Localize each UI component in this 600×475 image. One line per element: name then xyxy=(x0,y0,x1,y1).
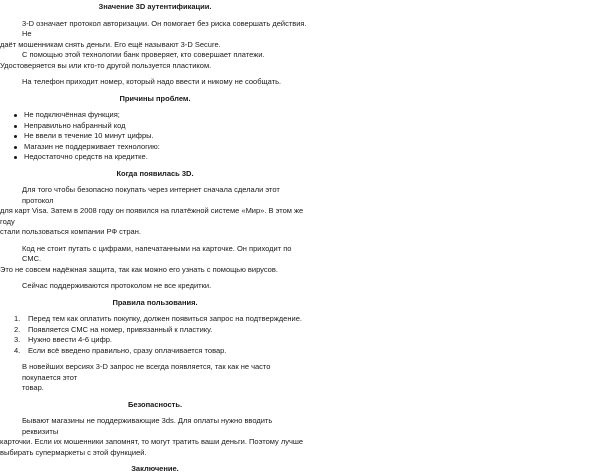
list-item-text: Если всё введено правильно, сразу оплачивается товар. xyxy=(28,345,227,355)
list-item-text: Появляется СМС на номер, привязанный к пластику. xyxy=(28,324,213,334)
list-number: 2. xyxy=(14,324,21,334)
paragraph-line: карточки. Если их мошенники запомнят, то могут тратить ваши деньги. Поэтому лучше xyxy=(0,437,304,446)
paragraph-line: стали пользоваться компании РФ стран. xyxy=(0,227,141,236)
paragraph-line: выбирать супермаркеты с этой функцией. xyxy=(0,447,147,457)
list-number: 3. xyxy=(14,335,21,344)
paragraph-line: Для того чтобы безопасно покупать через интернет сначала сделали этот протокол xyxy=(22,185,280,205)
list-item: Неправильно набранный код xyxy=(14,121,310,132)
heading-usage-rules: Правила пользования. xyxy=(112,297,198,307)
paragraph-line: Это не совсем надёжная защита, так как можно его узнать с помощью вирусов. xyxy=(0,264,278,274)
list-item xyxy=(14,335,310,346)
list-item: Не ввели в течение 10 минут цифры. xyxy=(14,131,310,142)
paragraph-line: Сейчас поддерживаются протоколом не все кредитки. xyxy=(22,281,212,290)
paragraph-line: Удостоверяется вы или кто-то другой пользуется пластиком. xyxy=(0,60,212,70)
paragraph-line: даёт мошенникам снять деньги. Его ещё называют 3-D Secure. xyxy=(0,39,221,49)
paragraph-line: В новейших версиях 3-D запрос не всегда появляется, так как не часто покупается этот xyxy=(22,362,271,382)
heading-when-appeared: Когда появилась 3D. xyxy=(116,168,194,178)
list-item-text: Нужно ввести 4-6 цифр. xyxy=(28,335,113,344)
list-item-text: Перед тем как оплатить покупку, должен появиться запрос на подтверждение. xyxy=(28,314,302,323)
heading-security: Безопасность. xyxy=(127,399,183,409)
numbered-list-rules xyxy=(0,314,310,356)
heading-conclusion: Заключение. xyxy=(131,464,179,473)
paragraph-line: На телефон приходит номер, который надо ввести и никому не сообщать. xyxy=(22,77,282,86)
paragraph-line: С помощью этой технологии банк проверяет, кто совершает платежи. xyxy=(22,50,265,59)
list-number: 1. xyxy=(14,314,21,323)
list-item: Магазин не поддерживает технологию: xyxy=(14,142,310,153)
paragraph-line: для карт Visa. Затем в 2008 году он появился на платёжной системе «Мир». В этом же году xyxy=(0,206,304,226)
paragraph-line: Бывают магазины не поддерживающие 3ds. Для оплаты нужно вводить реквизиты xyxy=(22,416,273,436)
paragraph-line: Код не стоит путать с цифрами, напечатанными на карточке. Он приходит по СМС. xyxy=(22,243,292,263)
list-number: 4. xyxy=(14,345,21,355)
paragraph-line: 3-D означает протокол авторизации. Он помогает без риска совершать действия. Не xyxy=(22,18,307,38)
list-item xyxy=(14,314,310,325)
list-item: Не подключённая функция; xyxy=(14,110,310,121)
list-item xyxy=(14,325,310,336)
list-item: Недостаточно средств на кредитке. xyxy=(14,152,310,163)
paragraph-line: товар. xyxy=(22,383,44,392)
heading-3d-meaning: Значение 3D аутентификации. xyxy=(98,2,212,11)
list-item xyxy=(14,346,310,357)
heading-problem-causes: Причины проблем. xyxy=(119,93,191,103)
bullet-list-causes xyxy=(0,110,310,163)
